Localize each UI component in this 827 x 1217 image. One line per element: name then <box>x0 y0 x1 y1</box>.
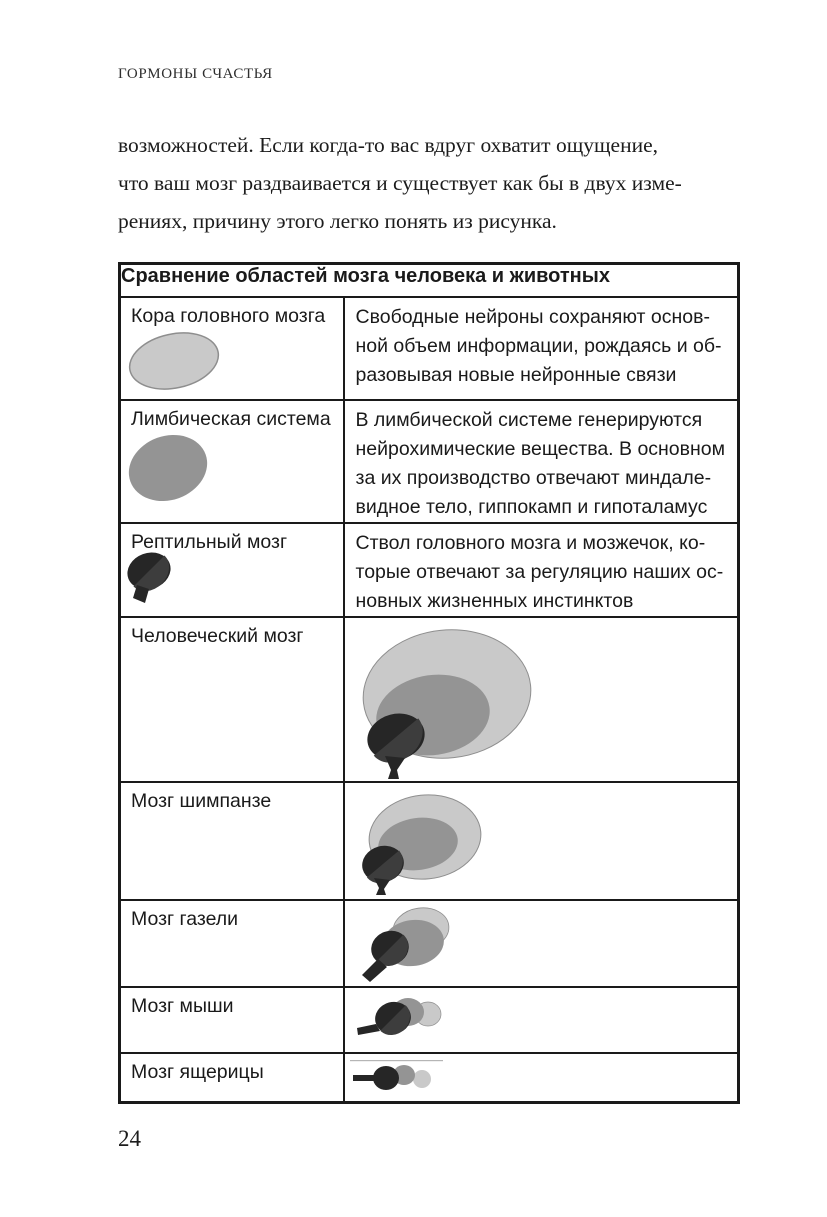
row-illustration-cell <box>344 782 739 900</box>
table-row <box>120 900 739 987</box>
row-label: Кора головного мозга <box>131 305 326 327</box>
row-label-cell <box>120 1053 344 1102</box>
row-label: Мозг шимпанзе <box>131 790 272 812</box>
row-illustration-cell <box>344 900 739 987</box>
row-description-cell <box>344 523 739 617</box>
gazelle-brain-diagram <box>345 901 736 984</box>
row-illustration-cell <box>344 987 739 1053</box>
reptilian-region-shape <box>373 1066 399 1090</box>
row-label: Рептильный мозг <box>131 531 288 553</box>
table-row <box>120 782 739 900</box>
row-label-cell <box>120 617 344 782</box>
row-label-cell <box>120 900 344 987</box>
body-paragraph <box>118 126 682 240</box>
brain-stem-shape <box>385 756 405 779</box>
row-description: Свободные нейроны сохраняют основ- ной объем информации, рождаясь и об- разовывая новые нейронные связи <box>355 306 722 386</box>
row-description: Ствол головного мозга и мозжечок, ко- торые отвечают за регуляцию наших ос- новных жизненных инстинктов <box>355 532 724 612</box>
row-label: Человеческий мозг <box>131 625 304 647</box>
page-number: 24 <box>118 1126 141 1151</box>
row-illustration-cell <box>344 1053 739 1102</box>
table-row <box>120 1053 739 1102</box>
row-label-cell <box>120 782 344 900</box>
row-label: Лимбическая система <box>131 408 331 430</box>
table-row <box>120 987 739 1053</box>
row-label-cell <box>120 297 344 400</box>
row-label-cell <box>120 400 344 523</box>
table-header-row <box>120 264 739 298</box>
row-description-cell <box>344 297 739 400</box>
limbic-region-shape <box>121 424 217 512</box>
chimpanzee-brain-diagram <box>345 783 736 897</box>
table-row <box>120 297 739 400</box>
table-row <box>120 400 739 523</box>
paragraph-line: рениях, причину этого легко понять из рисунка. <box>118 209 557 233</box>
row-description-cell <box>344 400 739 523</box>
paragraph-line: что ваш мозг раздваивается и существует как бы в двух изме- <box>118 171 682 195</box>
cortex-region-shape <box>124 325 223 397</box>
row-illustration-cell <box>344 617 739 782</box>
table-title: Сравнение областей мозга человека и животных <box>120 264 739 298</box>
brain-comparison-table <box>118 262 740 1104</box>
row-description: В лимбической системе генерируются нейрохимические вещества. В основном за их производство отвечают миндале- видное тело, гиппокамп и гипоталамус <box>355 409 726 518</box>
table-row <box>120 523 739 617</box>
mouse-brain-diagram <box>345 988 736 1050</box>
human-brain-diagram <box>345 618 736 779</box>
row-label: Мозг мыши <box>131 995 234 1017</box>
row-label: Мозг ящерицы <box>131 1061 264 1083</box>
cortex-region-shape <box>413 1070 431 1088</box>
row-label-cell <box>120 523 344 617</box>
brain-stem-shape <box>357 1024 380 1035</box>
table-row <box>120 617 739 782</box>
faint-line-shape <box>350 1060 443 1061</box>
running-header: ГОРМОНЫ СЧАСТЬЯ <box>118 66 273 82</box>
lizard-brain-diagram <box>345 1054 736 1099</box>
brain-stem-shape <box>374 878 390 895</box>
row-label: Мозг газели <box>131 908 239 930</box>
row-label-cell <box>120 987 344 1053</box>
paragraph-line: возможностей. Если когда-то вас вдруг охватит ощущение, <box>118 133 659 157</box>
